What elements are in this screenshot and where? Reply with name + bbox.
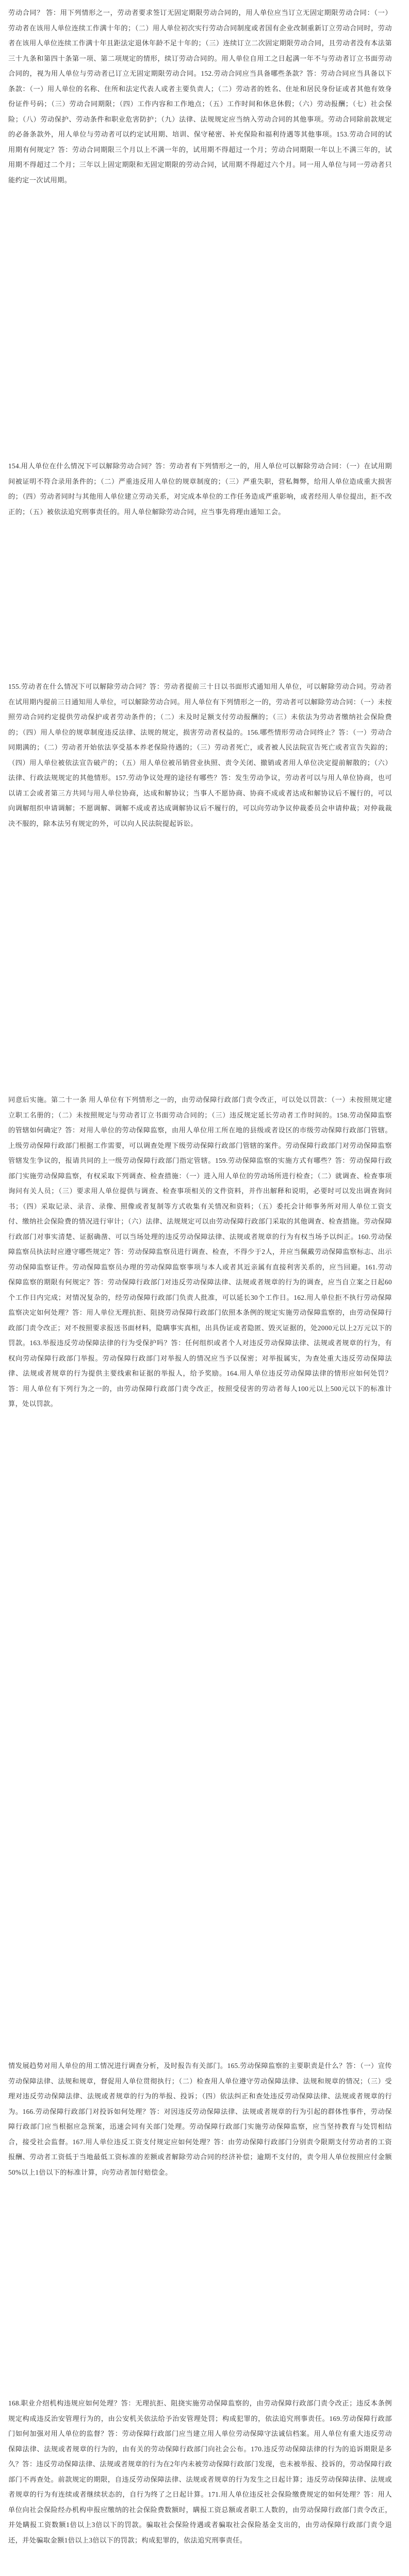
paragraph-block: 情发展趋势对用人单位的用工情况进行调查分析，及时报告有关部门。165.劳动保障监察的主要职责是什么？答：（一）宣传劳动保障法律、法规和规章，督促用人单位贯彻执行；（二）检查用人单位遵守劳动保障法律、法规和规章的情况；（三）受理对违反劳动保障法律、法规或者规章的行为的举报、投诉；（四）依法纠正和查处违反劳动保障法律、法规或者规章的行为。166.劳动保障行政部门对投诉如何处理？答：对因违反劳动保障法律、法规或者规章的行为引起的群体性事件，劳动保障行政部门应当根据应急预案，迅速会同有关部门处理。劳动保障行政部门实施劳动保障监察，应当坚持教育与处罚相结合，接受社会监督。167.用人单位违反工资支付规定应如何处理？答：由劳动保障行政部门分别责令限期支付劳动者的工资报酬、劳动者工资低于当地最低工资标准的差额或者解除劳动合同的经济补偿；逾期不支付的，责令用人单位按照应付金额50%以上1倍以下的标准计算，向劳动者加付赔偿金。	[8, 2062, 392, 2176]
paragraph-block: 同意后实施。第二十一条 用人单位有下列情形之一的，由劳动保障行政部门责令改正，可以处以罚款：（一）未按照规定建立职工名册的；（二）未按照规定与劳动者订立书面劳动合同的；（三）违反规定延长劳动者工作时间的。158.劳动保障监察的管辖如何确定？答：对用人单位的劳动保障监察，由用人单位用工所在地的县级或者设区的市级劳动保障行政部门管辖。上级劳动保障行政部门根据工作需要，可以调查处理下级劳动保障行政部门管辖的案件。劳动保障行政部门对劳动保障监察管辖发生争议的，报请共同的上一级劳动保障行政部门指定管辖。159.劳动保障监察的实施方式有哪些？答：劳动保障行政部门实施劳动保障监察，有权采取下列调查、检查措施：（一）进入用人单位的劳动场所进行检查；（二）就调查、检查事项询问有关人员；（三）要求用人单位提供与调查、检查事项相关的文件资料，并作出解释和说明，必要时可以发出调查询问书；（四）采取记录、录音、录像、照像或者复制等方式收集有关情况和资料；（五）委托会计师事务所对用人单位工资支付、缴纳社会保险费的情况进行审计；（六）法律、法规规定可以由劳动保障行政部门采取的其他调查、检查措施。劳动保障行政部门对事实清楚、证据确凿、可以当场处理的违反劳动保障法律、法规或者规章的行为有权当场予以纠正。160.劳动保障监察员执法时应遵守哪些规定？答：劳动保障监察员进行调查、检查，不得少于2人，并应当佩戴劳动保障监察标志、出示劳动保障监察证件。劳动保障监察员办理的劳动保障监察事项与本人或者其近亲属有直接利害关系的，应当回避。161.劳动保障监察的期限有何规定？答：劳动保障行政部门对违反劳动保障法律、法规或者规章的行为的调查，应当自立案之日起60个工作日内完成；对情况复杂的，经劳动保障行政部门负责人批准，可以延长30个工作日。162.用人单位拒不执行劳动保障监察决定如何处理？答：用人单位无理抗拒、阻挠劳动保障行政部门依照本条例的规定实施劳动保障监察的，由劳动保障行政部门责令改正；对不按照要求报送书面材料，隐瞒事实真相，出具伪证或者隐匿、毁灭证据的，处2000元以上2万元以下的罚款。163.举报违反劳动保障法律的行为受保护吗？答：任何组织或者个人对违反劳动保障法律、法规或者规章的行为，有权向劳动保障行政部门举报。劳动保障行政部门对举报人的情况应当予以保密；对举报属实，为查处重大违反劳动保障法律、法规或者规章的行为提供主要线索和证据的举报人，给予奖励。164.用人单位违反劳动保障法律的情形应如何处罚？答：用人单位有下列行为之一的，由劳动保障行政部门责令改正，按照受侵害的劳动者每人100元以上500元以下的标准计算，处以罚款。	[8, 1096, 392, 1408]
paragraph-block: 155.劳动者在什么情况下可以解除劳动合同？答：劳动者提前三十日以书面形式通知用人单位，可以解除劳动合同。劳动者在试用期内提前三日通知用人单位，可以解除劳动合同。用人单位有下列情形之一的，劳动者可以解除劳动合同：（一）未按照劳动合同约定提供劳动保护或者劳动条件的；（二）未及时足额支付劳动报酬的；（三）未依法为劳动者缴纳社会保险费的；（四）用人单位的规章制度违反法律、法规的规定，损害劳动者权益的。156.哪些情形劳动合同终止？答：（一）劳动合同期满的；（二）劳动者开始依法享受基本养老保险待遇的；（三）劳动者死亡，或者被人民法院宣告死亡或者宣告失踪的；（四）用人单位被依法宣告破产的；（五）用人单位被吊销营业执照、责令关闭、撤销或者用人单位决定提前解散的；（六）法律、行政法规规定的其他情形。157.劳动争议处理的途径有哪些？答：发生劳动争议，劳动者可以与用人单位协商，也可以请工会或者第三方共同与用人单位协商，达成和解协议；当事人不愿协商、协商不成或者达成和解协议后不履行的，可以向调解组织申请调解；不愿调解、调解不成或者达成调解协议后不履行的，可以向劳动争议仲裁委员会申请仲裁；对仲裁裁决不服的，除本法另有规定的外，可以向人民法院提起诉讼。	[8, 683, 392, 827]
paragraph-block: 154.用人单位在什么情况下可以解除劳动合同？答：劳动者有下列情形之一的，用人单位可以解除劳动合同：（一）在试用期间被证明不符合录用条件的；（二）严重违反用人单位的规章制度的；（三）严重失职，营私舞弊，给用人单位造成重大损害的；（四）劳动者同时与其他用人单位建立劳动关系，对完成本单位的工作任务造成严重影响，或者经用人单位提出，拒不改正的；（五）被依法追究刑事责任的。用人单位解除劳动合同，应当事先将理由通知工会。	[8, 462, 392, 516]
paragraph-block: 168.职业介绍机构违规应如何处理？答：无理抗拒、阻挠实施劳动保障监察的，由劳动保障行政部门责令改正；违反本条例规定构成违反治安管理行为的，由公安机关依法给予治安管理处罚；构成犯罪的，依法追究刑事责任。169.劳动保障行政部门如何加强对用人单位的监督？答：劳动保障行政部门应当建立用人单位劳动保障守法诚信档案。用人单位有重大违反劳动保障法律、法规或者规章的行为的，由有关的劳动保障行政部门向社会公布。170.违反劳动保障法律的行为的追诉期限是多久？答：违反劳动保障法律、法规或者规章的行为在2年内未被劳动保障行政部门发现，也未被举报、投诉的，劳动保障行政部门不再查处。前款规定的期限，自违反劳动保障法律、法规或者规章的行为发生之日起计算；违反劳动保障法律、法规或者规章的行为有连续或者继续状态的，自行为终了之日起计算。171.用人单位违反社会保险缴费规定的如何处理？答：用人单位向社会保险经办机构申报应缴纳的社会保险费数额时，瞒报工资总额或者职工人数的，由劳动保障行政部门责令改正，并处瞒报工资数额1倍以上3倍以下的罚款。骗取社会保险待遇或者骗取社会保险基金支出的，由劳动保障行政部门责令退还，并处骗取金额1倍以上3倍以下的罚款；构成犯罪的，依法追究刑事责任。	[8, 2399, 392, 2544]
paragraph-block: 劳动合同？ 答：用下列情形之一，劳动者要求签订无固定期限劳动合同的，用人单位应当订立无固定期限劳动合同：（一）劳动者在该用人单位连续工作满十年的；（二）用人单位初次实行劳动合同制度或者国有企业改制重新订立劳动合同时，劳动者在该用人单位连续工作满十年且距法定退休年龄不足十年的；（三）连续订立二次固定期限劳动合同，且劳动者没有本法第三十九条和第四十条第一项、第二项规定的情形，续订劳动合同的。用人单位自用工之日起满一年不与劳动者订立书面劳动合同的，视为用人单位与劳动者已订立无固定期限劳动合同。152.劳动合同应当具备哪些条款？答：劳动合同应当具备以下条款：（一）用人单位的名称、住所和法定代表人或者主要负责人；（二）劳动者的姓名、住址和居民身份证或者其他有效身份证件号码；（三）劳动合同期限；（四）工作内容和工作地点；（五）工作时间和休息休假；（六）劳动报酬；（七）社会保险；（八）劳动保护、劳动条件和职业危害防护；（九）法律、法规规定应当纳入劳动合同的其他事项。劳动合同除前款规定的必备条款外，用人单位与劳动者可以约定试用期、培训、保守秘密、补充保险和福利待遇等其他事项。153.劳动合同的试用期有何规定？答：劳动合同期限三个月以上不满一年的，试用期不得超过一个月；劳动合同期限一年以上不满三年的，试用期不得超过二个月；三年以上固定期限和无固定期限的劳动合同，试用期不得超过六个月。同一用人单位与同一劳动者只能约定一次试用期。	[8, 9, 392, 184]
